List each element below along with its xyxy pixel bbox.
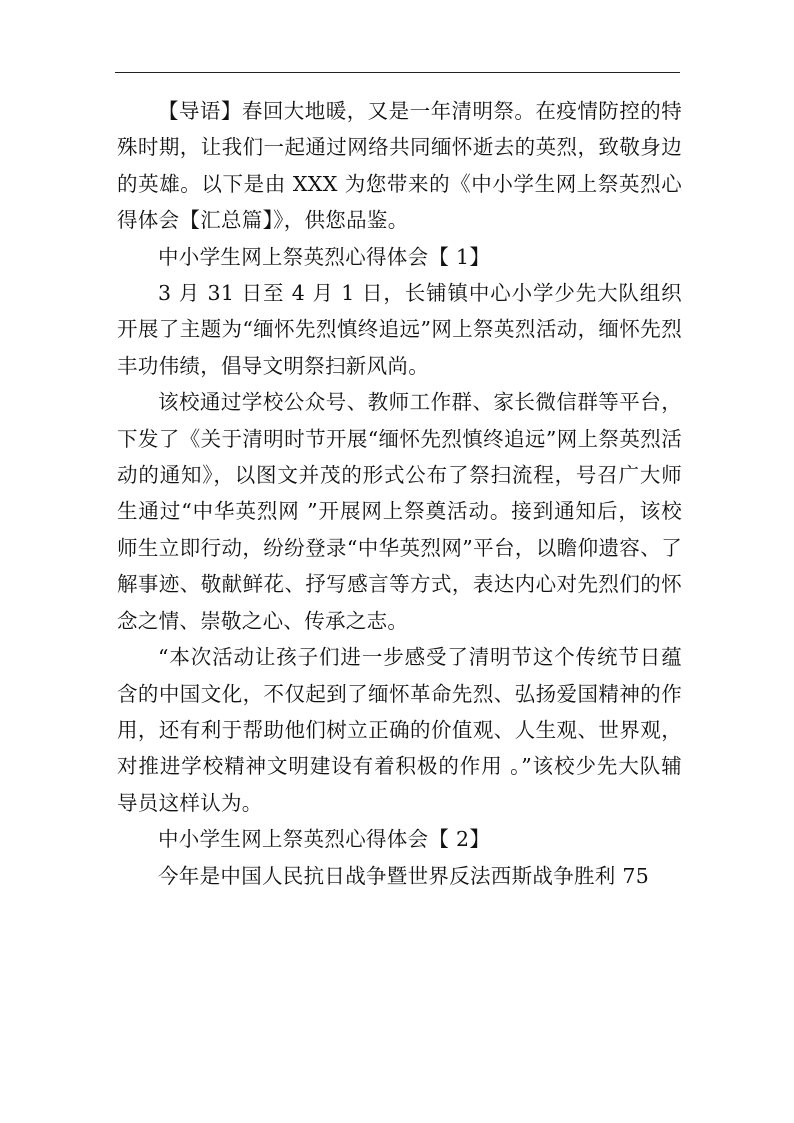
intro-paragraph: 【导语】春回大地暖，又是一年清明祭。在疫情防控的特殊时期，让我们一起通过网络共同缅怀逝去的英烈，致敬身边的英雄。以下是由 XXX 为您带来的《中小学生网上祭英烈心得体会【汇总篇】》，供您品鉴。 — [117, 99, 682, 233]
section-heading-1: 中小学生网上祭英烈心得体会【 1】 — [158, 244, 491, 269]
section-heading-2: 中小学生网上祭英烈心得体会【 2】 — [158, 827, 491, 852]
header-rule — [115, 72, 680, 73]
section1-paragraph-2: 该校通过学校公众号、教师工作群、家长微信群等平台，下发了《关于清明时节开展“缅怀先烈慎终追远”网上祭英烈活动的通知》，以图文并茂的形式公布了祭扫流程，号召广大师生通过“中华英烈网 ”开展网上祭奠活动。接到通知后，该校师生立即行动，纷纷登录“中华英烈网”平台，以瞻仰遗容、了解事迹、敬献鲜花、抒写感言等方式，表达内心对先烈们的怀念之情、崇敬之心、传承之志。 — [117, 390, 682, 633]
section2-paragraph-1: 今年是中国人民抗日战争暨世界反法西斯战争胜利 75 — [158, 863, 650, 888]
document-body — [117, 93, 682, 894]
section1-paragraph-3: “本次活动让孩子们进一步感受了清明节这个传统节日蕴含的中国文化，不仅起到了缅怀革命先烈、弘扬爱国精神的作用，还有利于帮助他们树立正确的价值观、人生观、世界观，对推进学校精神文明建设有着积极的作用 。”该校少先大队辅导员这样认为。 — [117, 645, 682, 815]
section1-paragraph-1: 3 月 31 日至 4 月 1 日，长铺镇中心小学少先大队组织开展了主题为“缅怀先烈慎终追远”网上祭英烈活动，缅怀先烈丰功伟绩，倡导文明祭扫新风尚。 — [117, 281, 682, 378]
